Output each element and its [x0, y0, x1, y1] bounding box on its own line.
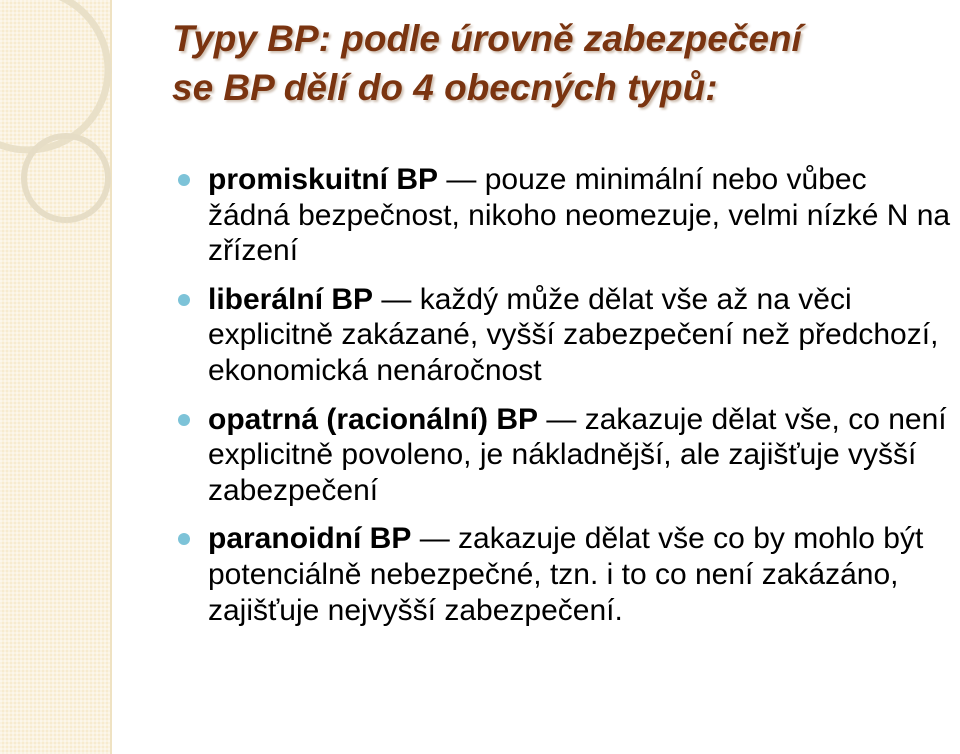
item-text: — zakazuje dělat vše co by mohlo být potenciálně nebezpečné, tzn. i to co není zakázáno, zajišťuje nejvyšší zabezpečení. [208, 522, 924, 627]
bullet-dot [178, 294, 190, 306]
item-text: — každý může dělat vše až na věci explicitně zakázané, vyšší zabezpečení než předchozí, ekonomická nenáročnost [208, 282, 939, 387]
list-item-paranoid [184, 521, 954, 628]
slide-title [172, 14, 942, 112]
item-term: liberální BP [208, 282, 374, 316]
item-term: opatrná (racionální) BP [208, 402, 539, 436]
bullet-dot [178, 533, 190, 545]
title-line-1: Typy BP: podle úrovně zabezpečení [172, 18, 802, 59]
ring-large [0, 0, 108, 150]
item-term: promiskuitní BP [208, 163, 439, 196]
decorative-rings [0, 0, 140, 260]
bullet-dot [178, 414, 190, 426]
bullet-list [184, 162, 954, 641]
list-item-promiscuous [184, 162, 954, 269]
item-text: — zakazuje dělat vše, co není explicitně povoleno, je nákladnější, ale zajišťuje vyšší zabezpečení [208, 402, 947, 507]
list-item-cautious [184, 402, 954, 509]
item-text: — pouze minimální nebo vůbec žádná bezpečnost, nikoho neomezuje, velmi nízké N na zřízení [208, 163, 951, 268]
title-line-2: se BP dělí do 4 obecných typů: [172, 67, 718, 108]
ring-small [24, 136, 108, 220]
bullet-dot [178, 174, 190, 186]
item-term: paranoidní BP [208, 522, 412, 556]
list-item-liberal [184, 282, 954, 389]
item-gap [411, 522, 419, 555]
